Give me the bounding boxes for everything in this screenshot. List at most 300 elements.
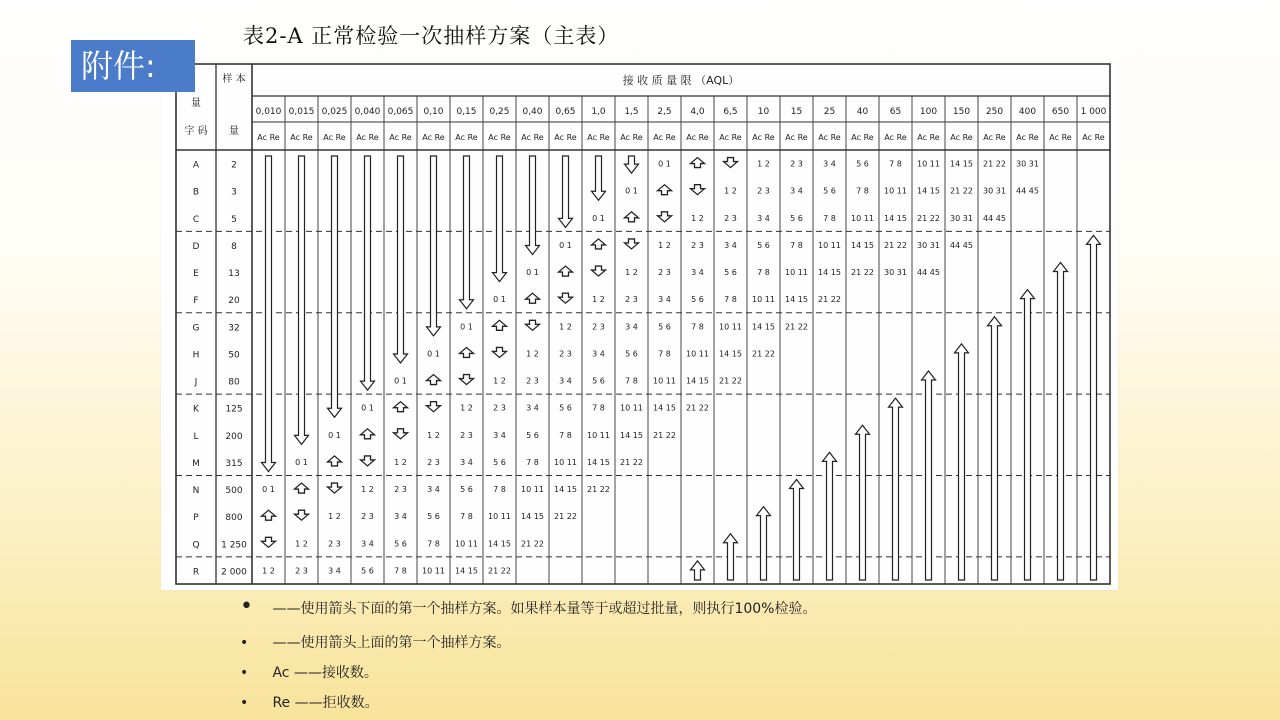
acre-cell: 3 4 (559, 376, 572, 386)
header-size-label: 量 (229, 126, 239, 137)
long-arrow-down-icon (427, 156, 441, 336)
long-arrow-up-icon (988, 317, 1002, 580)
row-code: R (192, 567, 200, 578)
long-arrow-up-icon (724, 534, 738, 580)
acre-cell: 7 8 (427, 539, 440, 549)
acre-cell: 10 11 (785, 268, 808, 278)
acre-label: Ac Re (422, 133, 445, 142)
note-re (240, 692, 379, 712)
long-arrow-up-icon (955, 344, 969, 580)
acre-cell: 10 11 (422, 566, 445, 576)
aql-value: 40 (856, 107, 869, 117)
long-arrow-up-icon (922, 371, 936, 580)
acre-cell: 21 22 (488, 566, 511, 576)
row-code: F (193, 296, 199, 307)
acre-cell: 2 3 (460, 430, 473, 440)
acre-cell: 3 4 (526, 403, 539, 413)
acre-cell: 3 4 (757, 213, 770, 223)
acre-cell: 0 1 (592, 213, 605, 223)
acre-cell: 3 4 (460, 457, 473, 467)
sampling-table (161, 62, 1118, 590)
acre-cell: 0 1 (295, 457, 308, 467)
acre-cell: 3 4 (592, 349, 605, 359)
acre-cell: 7 8 (724, 295, 737, 305)
acre-cell: 0 1 (625, 186, 638, 196)
arrow-up-icon (592, 239, 606, 249)
acre-cell: 0 1 (328, 430, 341, 440)
acre-cell: 1 2 (460, 403, 473, 413)
note-ac (240, 662, 378, 682)
acre-cell: 3 4 (394, 512, 407, 522)
acre-cell: 30 31 (884, 268, 907, 278)
long-arrow-up-icon (1054, 263, 1068, 581)
acre-cell: 7 8 (592, 403, 605, 413)
acre-cell: 30 31 (950, 213, 973, 223)
aql-value: 1,0 (591, 107, 606, 117)
sampling-table-grid (161, 62, 1118, 590)
acre-cell: 0 1 (559, 240, 572, 250)
acre-cell: 3 4 (823, 159, 836, 169)
acre-cell: 7 8 (658, 349, 671, 359)
aql-value: 10 (757, 107, 770, 117)
acre-cell: 14 15 (752, 322, 775, 332)
acre-cell: 21 22 (653, 430, 676, 440)
acre-cell: 5 6 (856, 159, 869, 169)
acre-cell: 2 3 (724, 213, 737, 223)
acre-cell: 1 2 (658, 240, 671, 250)
aql-value: 4,0 (690, 107, 705, 117)
acre-cell: 2 3 (625, 295, 638, 305)
row-size: 2 000 (221, 567, 247, 578)
arrow-down-icon (691, 185, 705, 195)
row-code: D (192, 241, 200, 252)
acre-label: Ac Re (554, 133, 577, 142)
acre-cell: 7 8 (823, 213, 836, 223)
arrow-down-icon (328, 483, 342, 493)
acre-label: Ac Re (620, 133, 643, 142)
note-text: ——使用箭头下面的第一个抽样方案。如果样本量等于或超过批量，则执行100%检验。 (272, 601, 817, 617)
arrow-up-icon (427, 375, 441, 385)
acre-cell: 1 2 (361, 485, 374, 495)
acre-cell: 10 11 (719, 322, 742, 332)
aql-value: 0,15 (456, 107, 477, 117)
acre-cell: 14 15 (950, 159, 973, 169)
acre-cell: 14 15 (686, 376, 709, 386)
header-size-label: 样 本 (222, 74, 246, 85)
acre-cell: 30 31 (1016, 159, 1039, 169)
row-code: G (192, 323, 200, 334)
arrow-up-icon (658, 185, 672, 195)
aql-value: 6,5 (723, 107, 738, 117)
acre-cell: 0 1 (460, 322, 473, 332)
acre-label: Ac Re (521, 133, 544, 142)
long-arrow-down-icon (460, 156, 474, 309)
long-arrow-up-icon (1021, 290, 1035, 580)
note-arrow-up (240, 632, 510, 652)
attachment-badge: 附件: (71, 40, 195, 92)
acre-cell: 2 3 (790, 159, 803, 169)
acre-cell: 14 15 (818, 268, 841, 278)
arrow-down-icon (460, 375, 474, 385)
aql-value: 25 (823, 107, 836, 117)
row-size: 315 (225, 458, 243, 469)
acre-cell: 10 11 (851, 213, 874, 223)
arrow-up-icon (262, 510, 276, 520)
acre-label: Ac Re (323, 133, 346, 142)
acre-cell: 5 6 (493, 457, 506, 467)
acre-label: Ac Re (752, 133, 775, 142)
long-arrow-down-icon (394, 156, 408, 363)
acre-cell: 1 2 (526, 349, 539, 359)
acre-cell: 21 22 (554, 512, 577, 522)
aql-value: 1 000 (1080, 107, 1107, 117)
arrow-up-icon (691, 158, 705, 168)
aql-value: 0,015 (288, 107, 315, 117)
acre-cell: 7 8 (790, 240, 803, 250)
acre-cell: 0 1 (427, 349, 440, 359)
arrow-down-icon (394, 429, 408, 439)
acre-cell: 7 8 (691, 322, 704, 332)
acre-cell: 5 6 (592, 376, 605, 386)
acre-cell: 2 3 (691, 240, 704, 250)
acre-cell: 44 45 (1016, 186, 1039, 196)
acre-cell: 2 3 (361, 512, 374, 522)
aql-value: 65 (889, 107, 902, 117)
acre-cell: 7 8 (559, 430, 572, 440)
acre-cell: 7 8 (526, 457, 539, 467)
acre-label: Ac Re (1049, 133, 1072, 142)
acre-cell: 5 6 (790, 213, 803, 223)
acre-cell: 0 1 (394, 376, 407, 386)
acre-cell: 1 2 (559, 322, 572, 332)
acre-label: Ac Re (686, 133, 709, 142)
arrow-up-icon (328, 456, 342, 466)
acre-cell: 14 15 (719, 349, 742, 359)
acre-cell: 0 1 (361, 403, 374, 413)
acre-cell: 1 2 (592, 295, 605, 305)
acre-cell: 14 15 (521, 512, 544, 522)
acre-cell: 21 22 (521, 539, 544, 549)
aql-value: 0,65 (555, 107, 576, 117)
acre-cell: 10 11 (752, 295, 775, 305)
long-arrow-down-icon (592, 156, 606, 200)
row-code: Q (192, 540, 200, 551)
acre-cell: 3 4 (790, 186, 803, 196)
acre-cell: 5 6 (724, 268, 737, 278)
acre-cell: 5 6 (691, 295, 704, 305)
note-arrow-down (240, 594, 816, 619)
header-code-label: 字 码 (184, 126, 208, 137)
acre-cell: 14 15 (455, 566, 478, 576)
note-bullet: • (240, 695, 249, 711)
acre-cell: 1 2 (394, 457, 407, 467)
long-arrow-up-icon (823, 452, 837, 580)
acre-cell: 5 6 (460, 485, 473, 495)
acre-cell: 0 1 (262, 485, 275, 495)
acre-cell: 5 6 (427, 512, 440, 522)
row-size: 13 (228, 269, 240, 280)
acre-label: Ac Re (587, 133, 610, 142)
row-size: 2 (231, 160, 237, 171)
note-bullet: • (240, 635, 249, 651)
page-title: 表2-A 正常检验一次抽样方案（主表） (243, 24, 620, 48)
aql-value: 0,010 (255, 107, 282, 117)
row-code: H (192, 350, 200, 361)
row-size: 50 (228, 350, 240, 361)
acre-cell: 10 11 (818, 240, 841, 250)
arrow-down-icon (658, 212, 672, 222)
arrow-down-icon (361, 456, 375, 466)
acre-cell: 21 22 (950, 186, 973, 196)
acre-cell: 7 8 (757, 268, 770, 278)
acre-cell: 2 3 (328, 539, 341, 549)
acre-cell: 7 8 (625, 376, 638, 386)
acre-cell: 2 3 (295, 566, 308, 576)
arrow-up-icon (526, 293, 540, 303)
acre-cell: 14 15 (554, 485, 577, 495)
row-size: 500 (225, 486, 243, 497)
acre-cell: 3 4 (427, 485, 440, 495)
arrow-down-icon (262, 537, 276, 547)
row-code: C (192, 214, 200, 225)
row-code: P (193, 513, 199, 524)
long-arrow-down-icon (262, 156, 276, 472)
arrow-down-icon (625, 239, 639, 249)
arrow-down-icon (427, 402, 441, 412)
row-size: 1 250 (221, 540, 247, 551)
acre-label: Ac Re (290, 133, 313, 142)
aql-value: 1,5 (624, 107, 639, 117)
long-arrow-down-icon (361, 156, 375, 390)
aql-header: 接 收 质 量 限 （AQL） (622, 74, 740, 87)
acre-label: Ac Re (884, 133, 907, 142)
acre-cell: 0 1 (493, 295, 506, 305)
acre-cell: 2 3 (394, 485, 407, 495)
row-size: 125 (225, 404, 243, 415)
acre-cell: 44 45 (983, 213, 1006, 223)
long-arrow-down-icon (493, 156, 507, 282)
acre-cell: 1 2 (493, 376, 506, 386)
acre-cell: 10 11 (587, 430, 610, 440)
acre-cell: 3 4 (625, 322, 638, 332)
acre-cell: 1 2 (427, 430, 440, 440)
acre-cell: 5 6 (823, 186, 836, 196)
acre-label: Ac Re (257, 133, 280, 142)
aql-value: 0,065 (387, 107, 414, 117)
arrow-down-icon (493, 347, 507, 357)
acre-cell: 7 8 (460, 512, 473, 522)
acre-cell: 7 8 (493, 485, 506, 495)
aql-value: 100 (919, 107, 938, 117)
row-size: 200 (225, 431, 243, 442)
acre-cell: 3 4 (361, 539, 374, 549)
acre-cell: 2 3 (592, 322, 605, 332)
arrow-up-icon (295, 483, 309, 493)
acre-cell: 14 15 (653, 403, 676, 413)
acre-cell: 10 11 (620, 403, 643, 413)
row-code: L (193, 431, 199, 442)
acre-label: Ac Re (389, 133, 412, 142)
long-arrow-up-icon (790, 480, 804, 581)
acre-cell: 21 22 (917, 213, 940, 223)
acre-cell: 5 6 (559, 403, 572, 413)
acre-cell: 44 45 (917, 268, 940, 278)
aql-value: 0,040 (354, 107, 381, 117)
acre-cell: 21 22 (851, 268, 874, 278)
acre-label: Ac Re (356, 133, 379, 142)
arrow-down-icon (295, 510, 309, 520)
row-size: 5 (231, 214, 237, 225)
acre-label: Ac Re (1082, 133, 1105, 142)
acre-cell: 2 3 (757, 186, 770, 196)
acre-cell: 5 6 (757, 240, 770, 250)
acre-cell: 14 15 (620, 430, 643, 440)
table-border (176, 64, 1110, 584)
acre-label: Ac Re (785, 133, 808, 142)
acre-label: Ac Re (1016, 133, 1039, 142)
acre-cell: 5 6 (526, 430, 539, 440)
row-size: 8 (231, 241, 237, 252)
aql-value: 650 (1051, 107, 1070, 117)
acre-cell: 14 15 (785, 295, 808, 305)
acre-label: Ac Re (653, 133, 676, 142)
acre-cell: 10 11 (653, 376, 676, 386)
acre-cell: 10 11 (686, 349, 709, 359)
row-size: 32 (228, 323, 240, 334)
long-arrow-up-icon (757, 507, 771, 580)
note-text: Ac ——接收数。 (272, 665, 378, 681)
row-code: J (194, 377, 198, 388)
acre-cell: 10 11 (455, 539, 478, 549)
row-code: N (192, 486, 200, 497)
acre-cell: 21 22 (752, 349, 775, 359)
aql-value: 0,25 (489, 107, 510, 117)
arrow-up-icon (625, 212, 639, 222)
acre-cell: 3 4 (658, 295, 671, 305)
row-size: 800 (225, 513, 243, 524)
acre-cell: 2 3 (658, 268, 671, 278)
acre-cell: 21 22 (785, 322, 808, 332)
acre-cell: 1 2 (328, 512, 341, 522)
acre-label: Ac Re (719, 133, 742, 142)
acre-cell: 14 15 (884, 213, 907, 223)
long-arrow-down-icon (526, 156, 540, 255)
acre-cell: 2 3 (427, 457, 440, 467)
acre-cell: 2 3 (493, 403, 506, 413)
acre-cell: 21 22 (620, 457, 643, 467)
long-arrow-down-icon (559, 156, 573, 227)
long-arrow-up-icon (691, 561, 705, 580)
acre-cell: 10 11 (488, 512, 511, 522)
acre-cell: 1 2 (724, 186, 737, 196)
acre-cell: 21 22 (686, 403, 709, 413)
acre-cell: 10 11 (884, 186, 907, 196)
acre-cell: 5 6 (625, 349, 638, 359)
acre-cell: 1 2 (757, 159, 770, 169)
arrow-down-icon (724, 158, 738, 168)
acre-cell: 21 22 (818, 295, 841, 305)
acre-label: Ac Re (818, 133, 841, 142)
note-bullet: • (240, 594, 253, 619)
acre-cell: 14 15 (587, 457, 610, 467)
acre-cell: 21 22 (983, 159, 1006, 169)
acre-cell: 2 3 (526, 376, 539, 386)
arrow-up-icon (460, 347, 474, 357)
acre-cell: 10 11 (917, 159, 940, 169)
acre-cell: 1 2 (691, 213, 704, 223)
acre-cell: 0 1 (526, 268, 539, 278)
acre-cell: 2 3 (559, 349, 572, 359)
header-code-label: 量 (191, 98, 201, 109)
acre-cell: 21 22 (587, 485, 610, 495)
acre-cell: 3 4 (328, 566, 341, 576)
acre-cell: 7 8 (856, 186, 869, 196)
row-code: B (192, 187, 200, 198)
note-bullet: • (240, 665, 249, 681)
arrow-down-icon (526, 320, 540, 330)
acre-cell: 10 11 (554, 457, 577, 467)
acre-label: Ac Re (851, 133, 874, 142)
row-size: 80 (228, 377, 240, 388)
long-arrow-down-icon (328, 156, 342, 417)
acre-cell: 1 2 (262, 566, 275, 576)
note-text: Re ——拒收数。 (272, 695, 379, 711)
aql-value: 150 (952, 107, 971, 117)
acre-cell: 14 15 (488, 539, 511, 549)
acre-cell: 5 6 (658, 322, 671, 332)
acre-cell: 7 8 (394, 566, 407, 576)
acre-cell: 10 11 (521, 485, 544, 495)
acre-cell: 44 45 (950, 240, 973, 250)
aql-value: 15 (790, 107, 803, 117)
acre-cell: 5 6 (361, 566, 374, 576)
acre-cell: 30 31 (917, 240, 940, 250)
acre-cell: 30 31 (983, 186, 1006, 196)
acre-cell: 3 4 (724, 240, 737, 250)
acre-cell: 14 15 (917, 186, 940, 196)
row-code: M (192, 458, 200, 469)
acre-cell: 21 22 (884, 240, 907, 250)
aql-value: 0,025 (321, 107, 348, 117)
long-arrow-up-icon (889, 398, 903, 580)
arrow-up-icon (559, 266, 573, 276)
acre-cell: 1 2 (295, 539, 308, 549)
acre-cell: 7 8 (889, 159, 902, 169)
acre-cell: 21 22 (719, 376, 742, 386)
aql-value: 0,10 (423, 107, 444, 117)
arrow-up-icon (394, 402, 408, 412)
row-size: 3 (231, 187, 237, 198)
aql-value: 250 (985, 107, 1004, 117)
acre-cell: 0 1 (658, 159, 671, 169)
acre-label: Ac Re (983, 133, 1006, 142)
aql-value: 0,40 (522, 107, 543, 117)
acre-label: Ac Re (455, 133, 478, 142)
acre-label: Ac Re (917, 133, 940, 142)
row-size: 20 (228, 296, 240, 307)
arrow-down-icon (559, 293, 573, 303)
arrow-down-icon (592, 266, 606, 276)
row-code: A (192, 160, 200, 171)
arrow-up-icon (361, 429, 375, 439)
row-code: E (193, 269, 199, 280)
long-arrow-up-icon (1087, 235, 1101, 580)
long-arrow-down-icon (625, 156, 639, 173)
acre-label: Ac Re (950, 133, 973, 142)
acre-cell: 3 4 (493, 430, 506, 440)
aql-value: 2,5 (657, 107, 672, 117)
acre-cell: 14 15 (851, 240, 874, 250)
